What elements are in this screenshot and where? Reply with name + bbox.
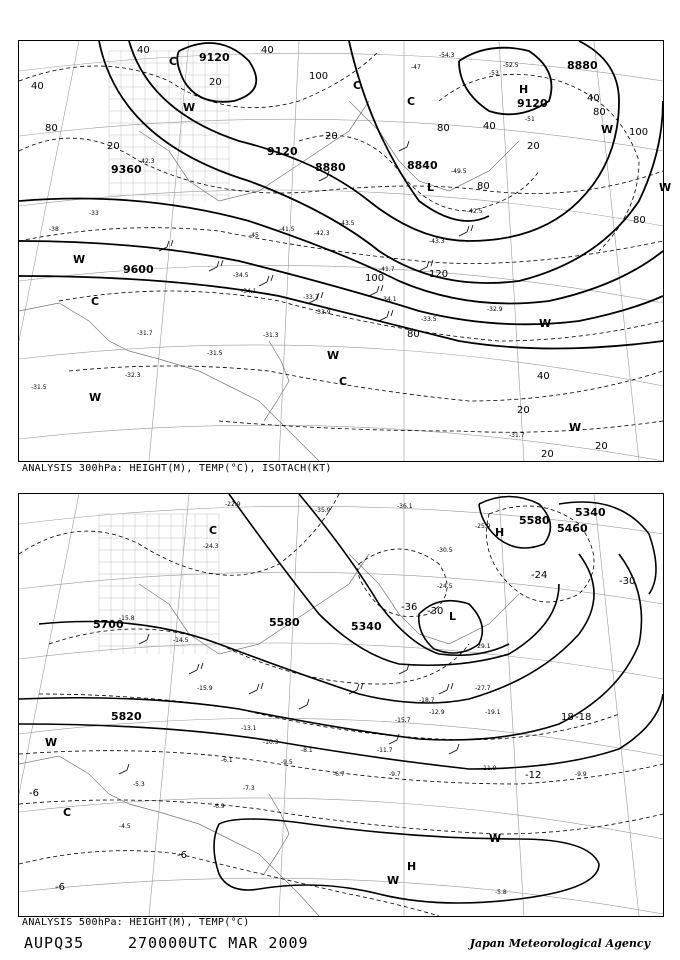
isotach-label: 80 (45, 123, 58, 134)
temp-value: -15.7 (395, 717, 411, 724)
chart-code: AUPQ35 (24, 934, 85, 952)
isotherm-label: -6 (177, 850, 187, 861)
temp-value: -45 (249, 232, 259, 239)
temp-value: -34.5 (233, 272, 249, 279)
temp-value: -31.7 (137, 330, 153, 337)
height-label: 5580 (269, 616, 300, 629)
temp-value: -34.1 (241, 288, 257, 295)
temp-value: -19.1 (485, 709, 501, 716)
temp-value: -49.5 (451, 168, 467, 175)
caption-300hpa: ANALYSIS 300hPa: HEIGHT(M), TEMP(°C), ISOTACH(KT) (22, 463, 332, 474)
temp-value: -53 (489, 70, 499, 77)
temp-value: -22.9 (225, 501, 241, 508)
temp-values-500 (119, 501, 587, 896)
isotherm-label: -12 (525, 770, 542, 781)
warm-symbol: W (539, 317, 552, 330)
height-label: 5700 (93, 618, 124, 631)
isotach-label: 20 (517, 405, 530, 416)
cold-symbol: C (407, 95, 416, 108)
isotherm-label: -18 (575, 712, 592, 723)
low-pressure-symbol: L (449, 610, 457, 623)
height-label: 5820 (111, 710, 142, 723)
isotach-label: 80 (593, 107, 606, 118)
height-label: 9360 (111, 163, 142, 176)
isotherm-label: -36 (401, 602, 418, 613)
temp-value: -41.5 (279, 226, 295, 233)
temp-value: -43.5 (339, 220, 355, 227)
warm-symbol: W (183, 101, 196, 114)
temp-value: -33.5 (421, 316, 437, 323)
high-pressure-symbol: H (519, 83, 529, 96)
map-300hpa-canvas (19, 41, 672, 461)
temp-value: -15.8 (119, 615, 135, 622)
temp-value: -42.3 (139, 158, 155, 165)
temp-value: -33 (89, 210, 99, 217)
isotach-label: 100 (309, 71, 329, 82)
height-label: 9120 (199, 51, 230, 64)
cold-symbol: C (91, 295, 100, 308)
height-label: 9120 (267, 145, 298, 158)
map-panel-500hpa (18, 493, 664, 917)
temp-value: -31.5 (207, 350, 223, 357)
temp-value: -9.5 (281, 759, 293, 766)
temp-value: -15.9 (197, 685, 213, 692)
height-label: 8880 (567, 59, 598, 72)
height-label: 5340 (351, 620, 382, 633)
isotach-label: 80 (633, 215, 646, 226)
isotherm-label: -6 (55, 882, 65, 893)
hatch-region-500 (99, 514, 219, 654)
temp-value: -13.1 (241, 725, 257, 732)
temp-value: -47 (411, 64, 421, 71)
height-label: 5340 (575, 506, 606, 519)
isotherm-label: -30 (619, 576, 636, 587)
temp-value: -52.5 (503, 62, 519, 69)
agency-name: Japan Meteorological Agency (469, 937, 650, 950)
isotach-label: 20 (595, 441, 608, 452)
chart-valid-time: 270000UTC MAR 2009 (128, 934, 309, 952)
cold-symbol: C (353, 79, 362, 92)
isotach-label: 100 (629, 127, 649, 138)
temp-value: -25.9 (475, 523, 491, 530)
coastlines-500 (19, 554, 519, 916)
cold-symbol: C (169, 55, 178, 68)
temp-value: -18.7 (419, 697, 435, 704)
temp-value: -51 (525, 116, 535, 123)
isotach-label: 40 (587, 93, 600, 104)
high-pressure-symbol: H (407, 860, 417, 873)
isotach-label: 20 (107, 141, 120, 152)
temp-value: -24.3 (203, 543, 219, 550)
isotach-labels-300 (31, 45, 648, 460)
isotach-label: 20 (325, 131, 338, 142)
temp-value: -27.7 (475, 685, 491, 692)
isotach-label: 20 (527, 141, 540, 152)
isotherm-label: -30 (427, 606, 444, 617)
temp-value: -54.3 (439, 52, 455, 59)
temp-value: -6.7 (333, 771, 345, 778)
low-pressure-symbol: L (427, 181, 435, 194)
isotach-label: 80 (477, 181, 490, 192)
height-label: 8880 (315, 161, 346, 174)
isotach-label: 40 (483, 121, 496, 132)
temp-value: -7.3 (243, 785, 255, 792)
temp-value: -30.5 (437, 547, 453, 554)
temp-value: -14.5 (173, 637, 189, 644)
temp-value: -41.7 (379, 266, 395, 273)
graticule-300 (19, 41, 663, 461)
temp-value: -4.5 (119, 823, 131, 830)
temp-value: -36.1 (397, 503, 413, 510)
height-contours-300 (19, 41, 663, 349)
cold-symbol: C (209, 524, 218, 537)
temp-value: -12.9 (429, 709, 445, 716)
warm-symbol: W (569, 421, 582, 434)
temp-value: -42.5 (467, 208, 483, 215)
temp-value: -42.3 (314, 230, 330, 237)
isotach-label: 40 (537, 371, 550, 382)
temp-value: -31.5 (31, 384, 47, 391)
map-500hpa-canvas (19, 494, 663, 916)
isotach-label: 120 (429, 269, 449, 280)
map-panel-300hpa (18, 40, 672, 462)
isotach-label: 20 (209, 77, 222, 88)
isotherm-lines-500 (19, 494, 663, 916)
isotach-label: 40 (261, 45, 274, 56)
height-label: 5460 (557, 522, 588, 535)
height-label: 9120 (517, 97, 548, 110)
high-pressure-symbol: H (495, 526, 505, 539)
temp-value: -29.1 (475, 643, 491, 650)
isotherm-label: -6 (29, 788, 39, 799)
height-label: 9600 (123, 263, 154, 276)
temp-value: -32.3 (125, 372, 141, 379)
hatch-region-300 (109, 51, 229, 201)
graticule-500 (19, 494, 663, 916)
isotherm-label: -24 (531, 570, 548, 581)
warm-symbol: W (89, 391, 102, 404)
warm-symbol: W (601, 123, 614, 136)
temp-value: -6.9 (213, 803, 225, 810)
isotach-label: 40 (31, 81, 44, 92)
height-contours-500 (19, 494, 663, 903)
warm-symbol: W (387, 874, 400, 887)
temp-value: -11.7 (377, 747, 393, 754)
isotach-label: 80 (407, 329, 420, 340)
height-label: 5580 (519, 514, 550, 527)
warm-symbol: W (489, 832, 502, 845)
isotach-label: 20 (541, 449, 554, 460)
warm-symbol: W (659, 181, 672, 194)
temp-value: -10.3 (263, 739, 279, 746)
temp-value: -6.1 (221, 757, 233, 764)
cold-symbol: C (63, 806, 72, 819)
temp-value: -9.7 (389, 771, 401, 778)
cold-symbol: C (339, 375, 348, 388)
caption-500hpa: ANALYSIS 500hPa: HEIGHT(M), TEMP(°C) (22, 917, 250, 928)
temp-value: -9.9 (575, 771, 587, 778)
temp-value: -31.3 (263, 332, 279, 339)
temp-value: -8.1 (301, 747, 313, 754)
temp-value: -43.3 (429, 238, 445, 245)
temp-value: -24.5 (437, 583, 453, 590)
warm-symbol: W (73, 253, 86, 266)
temp-value: -11.9 (481, 765, 497, 772)
warm-symbol: W (327, 349, 340, 362)
temp-value: -38 (49, 226, 59, 233)
temp-value: -33.9 (315, 309, 331, 316)
temp-value: -34.1 (381, 296, 397, 303)
symbols-500 (45, 524, 504, 887)
isotach-label: 100 (365, 273, 385, 284)
isotach-label: 40 (137, 45, 150, 56)
isotherm-label: 18 (561, 712, 574, 723)
warm-symbol: W (45, 736, 58, 749)
height-label: 8840 (407, 159, 438, 172)
temp-value: -33.7 (303, 294, 319, 301)
temp-value: -5.3 (133, 781, 145, 788)
temp-value: -35.9 (315, 507, 331, 514)
temp-value: -31.7 (509, 432, 525, 439)
isotach-label: 80 (437, 123, 450, 134)
temp-value: -32.9 (487, 306, 503, 313)
temp-value: -5.8 (495, 889, 507, 896)
